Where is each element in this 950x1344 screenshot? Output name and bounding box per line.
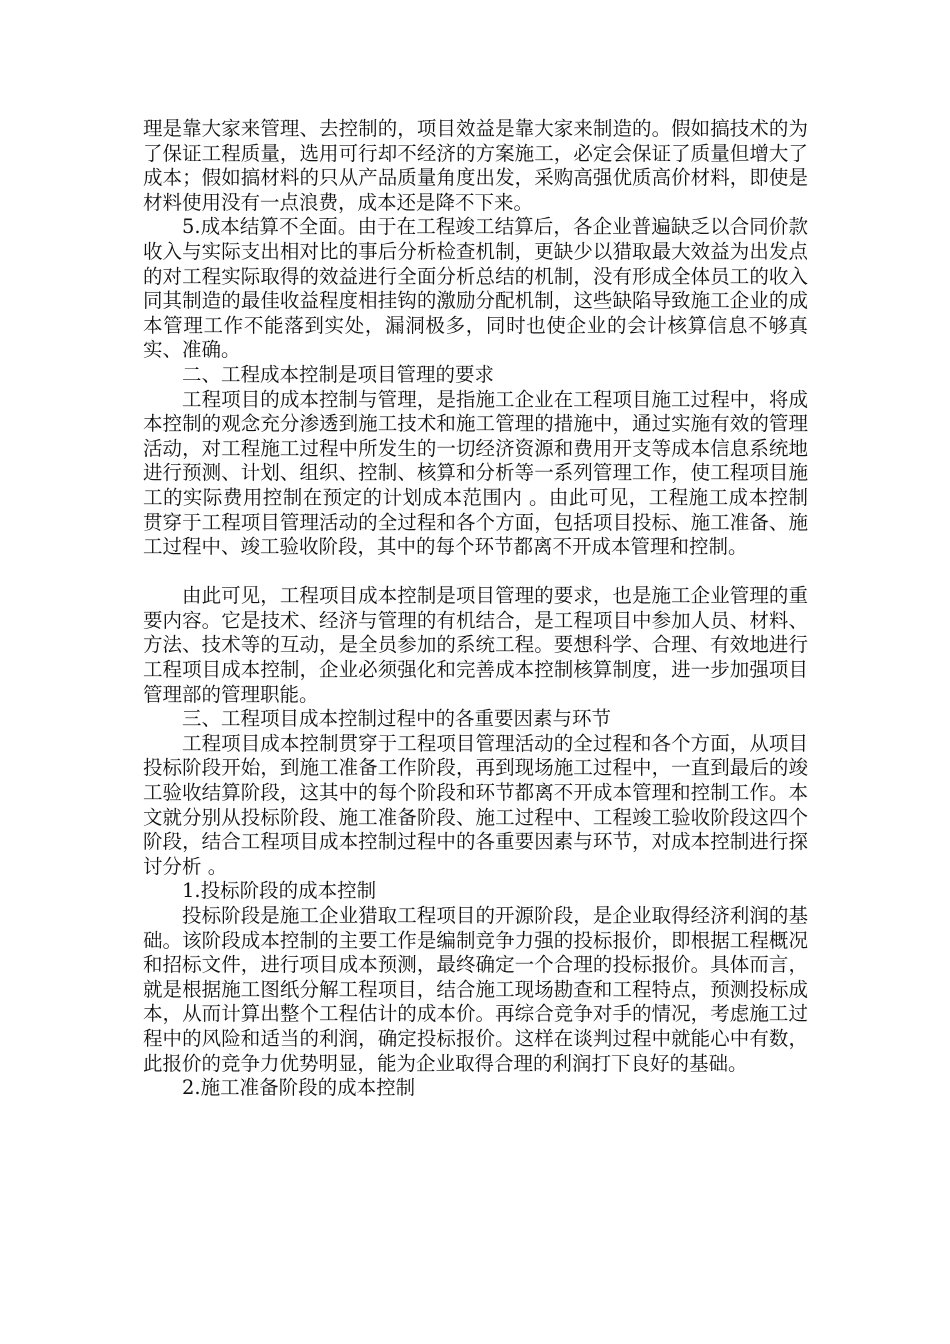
- paragraph-cost-control-definition: 工程项目的成本控制与管理，是指施工企业在工程项目施工过程中，将成本控制的观念充分渗透到施工技术和施工管理的措施中，通过实施有效的管理活动，对工程施工过程中所发生的一切经济资源和费用开支等成本信息系统地进行预测、计划、组织、控制、核算和分析等一系列管理工作，使工程项目施工的实际费用控制在预定的计划成本范围内 。由此可见，工程施工成本控制贯穿于工程项目管理活动的全过程和各个方面，包括项目投标、施工准备、施工过程中、竣工验收阶段，其中的每个环节都离不开成本管理和控制。: [143, 387, 808, 559]
- section-heading-2: 二、工程成本控制是项目管理的要求: [182, 362, 495, 386]
- paragraph-continuation: 理是靠大家来管理、去控制的，项目效益是靠大家来制造的。假如搞技术的为了保证工程质量，选用可行却不经济的方案施工，必定会保证了质量但增大了成本；假如搞材料的只从产品质量角度出发，采购高强优质高价材料，即使是材料使用没有一点浪费，成本还是降不下来。: [143, 117, 808, 214]
- document-body: [143, 117, 808, 1101]
- subsection-heading-bidding: 1.投标阶段的成本控制: [182, 879, 377, 903]
- paragraph-bidding-stage: 投标阶段是施工企业猎取工程项目的开源阶段，是企业取得经济利润的基础。该阶段成本控制的主要工作是编制竞争力强的投标报价，即根据工程概况和招标文件，进行项目成本预测，最终确定一个合理的投标报价。具体而言，就是根据施工图纸分解工程项目，结合施工现场勘查和工程特点，预测投标成本，从而计算出整个工程估计的成本价。再综合竞争对手的情况，考虑施工过程中的风险和适当的利润，确定投标报价。这样在谈判过程中就能心中有数，此报价的竞争力优势明显，能为企业取得合理的利润打下良好的基础。: [143, 904, 808, 1075]
- blank-line: [143, 560, 808, 585]
- paragraph-project-management-requirement: 由此可见，工程项目成本控制是项目管理的要求，也是施工企业管理的重要内容。它是技术、经济与管理的有机结合，是工程项目中参加人员、材料、方法、技术等的互动，是全员参加的系统工程。要想科学、合理、有效地进行工程项目成本控制，企业必须强化和完善成本控制核算制度，进一步加强项目管理部的管理职能。: [143, 584, 808, 706]
- paragraph-cost-settlement: 5.成本结算不全面。由于在工程竣工结算后，各企业普遍缺乏以合同价款收入与实际支出相对比的事后分析检查机制，更缺少以猎取最大效益为出发点的对工程实际取得的效益进行全面分析总结的机制，没有形成全体员工的收入同其制造的最佳收益程度相挂钩的激励分配机制，这些缺陷导致施工企业的成本管理工作不能落到实处，漏洞极多，同时也使企业的会计核算信息不够真实、准确。: [143, 215, 808, 362]
- paragraph-stages-overview: 工程项目成本控制贯穿于工程项目管理活动的全过程和各个方面，从项目投标阶段开始，到施工准备工作阶段，再到现场施工过程中，一直到最后的竣工验收结算阶段，这其中的每个阶段和环节都离不开成本管理和控制工作。本文就分别从投标阶段、施工准备阶段、施工过程中、工程竣工验收阶段这四个阶段，结合工程项目成本控制过程中的各重要因素与环节，对成本控制进行探讨分析 。: [143, 731, 808, 878]
- subsection-heading-preparation: 2.施工准备阶段的成本控制: [182, 1076, 416, 1100]
- section-heading-3: 三、工程项目成本控制过程中的各重要因素与环节: [182, 707, 612, 731]
